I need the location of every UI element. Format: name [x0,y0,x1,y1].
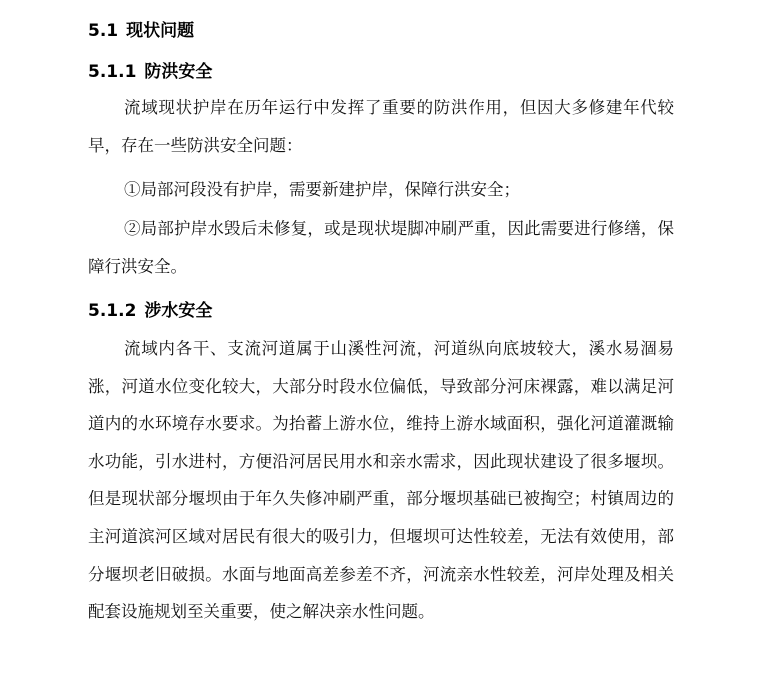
subsection-number-flood: 5.1.1 [88,62,137,82]
section-title: 现状问题 [126,21,195,41]
subsection-title-flood: 防洪安全 [144,62,213,82]
section-number: 5.1 [88,21,119,41]
subsection-heading-water [88,301,212,321]
subsection-number-water: 5.1.2 [88,301,137,321]
section-heading [88,21,194,41]
water-safety-paragraph: 流域内各干、支流河道属于山溪性河流，河道纵向底坡较大，溪水易涸易涨，河道水位变化较大，大部分时段水位偏低，导致部分河床裸露，难以满足河道内的水环境存水要求。为抬蓄上游水位，维持上游水域面积，强化河道灌溉输水功能，引水进村，方便沿河居民用水和亲水需求，因此现状建设了很多堰坝。但是现状部分堰坝由于年久失修冲刷严重，部分堰坝基础已被掏空；村镇周边的主河道滨河区域对居民有很大的吸引力，但堰坝可达性较差，无法有效使用，部分堰坝老旧破损。水面与地面高差参差不齐，河流亲水性较差，河岸处理及相关配套设施规划至关重要，使之解决亲水性问题。 [88,339,674,622]
subsection-heading-flood [88,62,212,82]
flood-item-1: ①局部河段没有护岸，需要新建护岸，保障行洪安全； [124,180,520,199]
subsection-title-water: 涉水安全 [144,301,213,321]
flood-intro-paragraph: 流域现状护岸在历年运行中发挥了重要的防洪作用，但因大多修建年代较早，存在一些防洪安全问题： [88,98,674,155]
flood-item-2: ②局部护岸水毁后未修复，或是现状堤脚冲刷严重，因此需要进行修缮，保障行洪安全。 [88,219,674,276]
